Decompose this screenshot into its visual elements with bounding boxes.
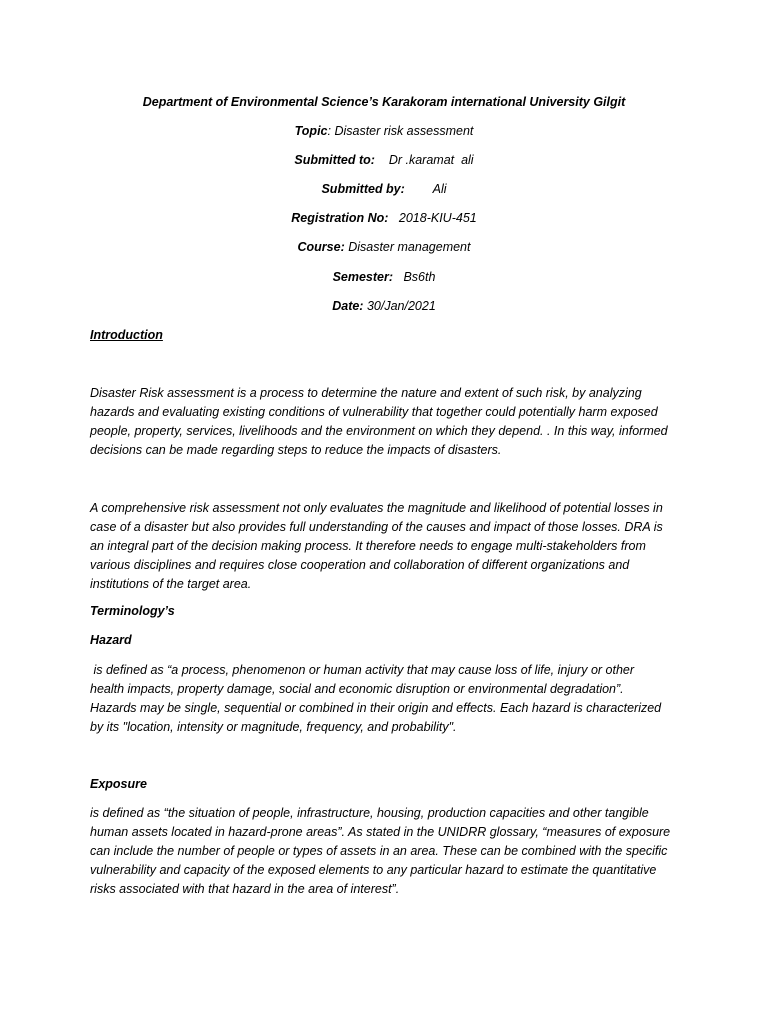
course-line — [0, 239, 768, 255]
date-label: Date: — [332, 299, 364, 313]
introduction-heading: Introduction — [90, 328, 163, 342]
exposure-paragraph — [90, 804, 690, 899]
submitted-by-value: Ali — [432, 182, 447, 196]
topic-label: Topic — [294, 124, 328, 138]
text-line: is defined as “a process, phenomenon or human activity that may cause loss of life, injury or other — [90, 663, 635, 677]
semester-value: Bs6th — [403, 270, 436, 284]
submitted-by-label: Submitted by: — [321, 182, 405, 196]
submitted-to-line — [0, 152, 768, 168]
course-value: Disaster management — [344, 240, 471, 254]
submitted-by-line — [0, 181, 768, 197]
exposure-heading: Exposure — [90, 777, 147, 791]
registration-line — [0, 210, 768, 226]
course-label: Course: — [297, 240, 345, 254]
date-line — [0, 298, 768, 314]
text-line: health impacts, property damage, social and economic disruption or environmental degradation”. — [90, 682, 624, 696]
text-line: institutions of the target area. — [90, 577, 252, 591]
semester-label: Semester: — [332, 270, 394, 284]
text-line: people, property, services, livelihoods and the environment on which they depend. . In this way, informed — [90, 424, 668, 438]
text-line: is defined as “the situation of people, infrastructure, housing, production capacities and other tangible — [90, 806, 649, 820]
introduction-paragraph-1 — [90, 384, 690, 460]
text-line: decisions can be made regarding steps to reduce the impacts of disasters. — [90, 443, 502, 457]
registration-value: 2018-KIU-451 — [398, 211, 477, 225]
text-line: various disciplines and requires close cooperation and collaboration of different organizations and — [90, 558, 630, 572]
text-line: Disaster Risk assessment is a process to determine the nature and extent of such risk, by analyzing — [90, 386, 642, 400]
text-line: hazards and evaluating existing conditions of vulnerability that together could potentially harm exposed — [90, 405, 658, 419]
submitted-to-value: Dr .karamat ali — [388, 153, 474, 167]
introduction-paragraph-2 — [90, 499, 690, 594]
submitted-to-label: Submitted to: — [294, 153, 375, 167]
text-line: A comprehensive risk assessment not only evaluates the magnitude and likelihood of potential losses in — [90, 501, 663, 515]
text-line: case of a disaster but also provides full understanding of the causes and impact of those losses. DRA is — [90, 520, 663, 534]
text-line: Hazards may be single, sequential or combined in their origin and effects. Each hazard is characterized — [90, 701, 662, 715]
registration-label: Registration No: — [291, 211, 389, 225]
topic-line — [0, 123, 768, 139]
hazard-paragraph — [90, 661, 690, 737]
text-line: can include the number of people or types of assets in an area. These can be combined with the specific — [90, 844, 668, 858]
topic-value: : Disaster risk assessment — [327, 124, 474, 138]
text-line: vulnerability and capacity of the exposed elements to any particular hazard to estimate the quantitative — [90, 863, 657, 877]
text-line: human assets located in hazard-prone areas”. As stated in the UNIDRR glossary, “measures of exposure — [90, 825, 671, 839]
text-line: by its "location, intensity or magnitude, frequency, and probability". — [90, 720, 457, 734]
date-value: 30/Jan/2021 — [363, 299, 436, 313]
semester-line — [0, 269, 768, 285]
text-line: risks associated with that hazard in the area of interest”. — [90, 882, 400, 896]
department-title: Department of Environmental Science’s Karakoram international University Gilgit — [142, 95, 626, 109]
text-line: an integral part of the decision making process. It therefore needs to engage multi-stakeholders from — [90, 539, 646, 553]
terminology-heading: Terminology’s — [90, 604, 175, 618]
hazard-heading: Hazard — [90, 633, 132, 647]
